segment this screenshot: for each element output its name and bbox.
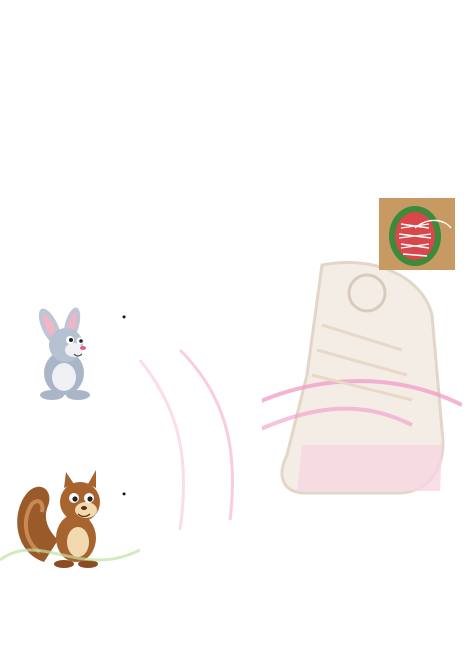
method1-steps-list (120, 310, 390, 324)
top-sneaker-banner (0, 0, 471, 64)
cardboard-shoe-photo (379, 198, 455, 270)
sneakers-illustration-top (0, 0, 471, 64)
bottom-sneaker-banner (0, 612, 471, 658)
bunny-illustration (20, 305, 100, 403)
list-item (120, 310, 390, 324)
green-lace-decoration (0, 520, 140, 580)
sneakers-illustration-bottom (0, 612, 471, 658)
